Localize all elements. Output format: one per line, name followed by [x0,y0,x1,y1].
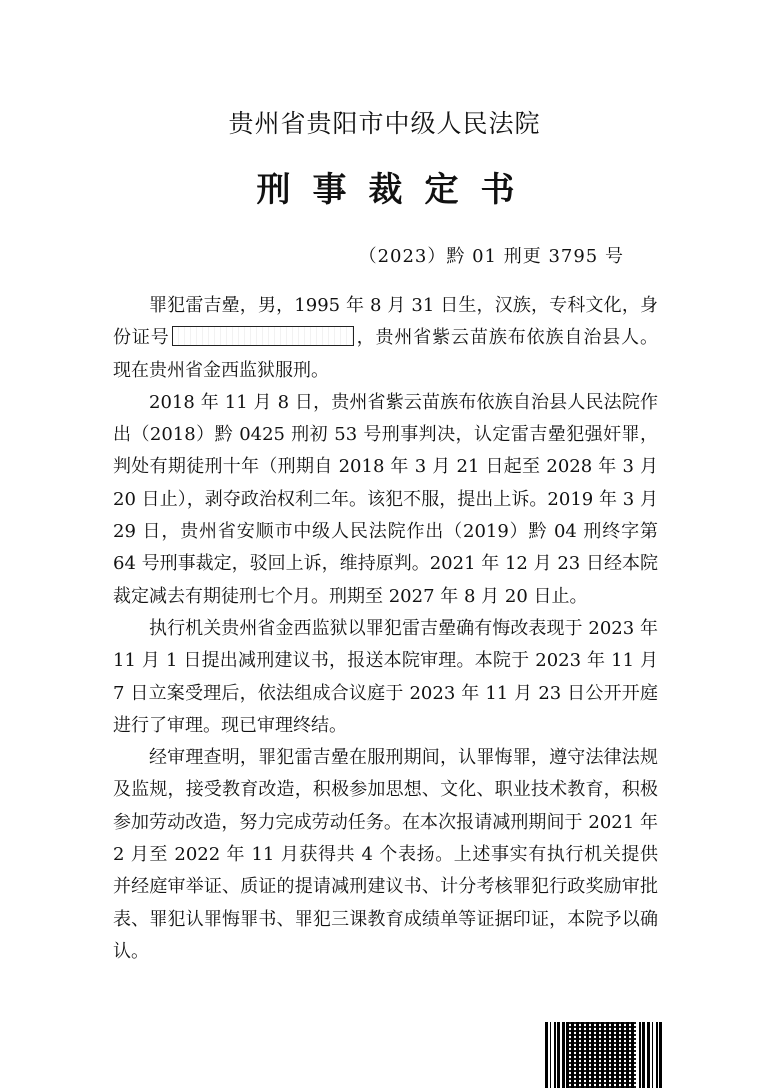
paragraph-execution-agency: 执行机关贵州省金西监狱以罪犯雷吉曐确有悔改表现于 2023 年 11 月 1 日提出减刑建议书，报送本院审理。本院于 2023 年 11 月 7 日立案受理后，依法组成合议庭于 2023 年 11 月 23 日公开开庭进行了审理。现已审理终结。 [113,617,658,736]
paragraph-case-history: 2018 年 11 月 8 日，贵州省紫云苗族布依族自治县人民法院作出（2018）黔 0425 刑初 53 号刑事判决，认定雷吉曐犯强奸罪，判处有期徒刑十年（刑期自 2018 年 3 月 21 日起至 2028 年 3 月 20 日止），剥夺政治权利二年。该犯不服，提出上诉。2019 年 3 月 29 日，贵州省安顺市中级人民法院作出（2019）黔 04 刑终字第 64 号刑事裁定，驳回上诉，维持原判。2021 年 12 月 23 日经本院裁定减去有期徒刑七个月。刑期至 2027 年 8 月 20 日止。 [113,391,658,607]
case-number: （2023）黔 01 刑更 3795 号 [358,246,624,267]
document-body [113,290,658,968]
redacted-id-box [172,326,354,346]
paragraph-defendant-info [113,290,658,387]
defendant-origin-text: ，贵州省紫云苗族布依族自治县人。现在贵州省金西监狱服刑。 [113,327,659,381]
document-title: 刑事裁定书 [256,170,537,210]
defendant-info-text: 罪犯雷吉曐，男，1995 年 8 月 31 日生，汉族，专科文化，身份证号 [113,295,658,349]
paragraph-findings: 经审理查明，罪犯雷吉曐在服刑期间，认罪悔罪，遵守法律法规及监规，接受教育改造，积极参加思想、文化、职业技术教育，积极参加劳动改造，努力完成劳动任务。在本次报请减刑期间于 2021 年 2 月至 2022 年 11 月获得共 4 个表扬。上述事实有执行机关提供并经庭审举证、质证的提请减刑建议书、计分考核罪犯行政奖励审批表、罪犯认罪悔罪书、罪犯三课教育成绩单等证据印证，本院予以确认。 [113,747,658,962]
qr-code-image [566,1022,636,1088]
court-name: 贵州省贵阳市中级人民法院 [228,109,541,138]
